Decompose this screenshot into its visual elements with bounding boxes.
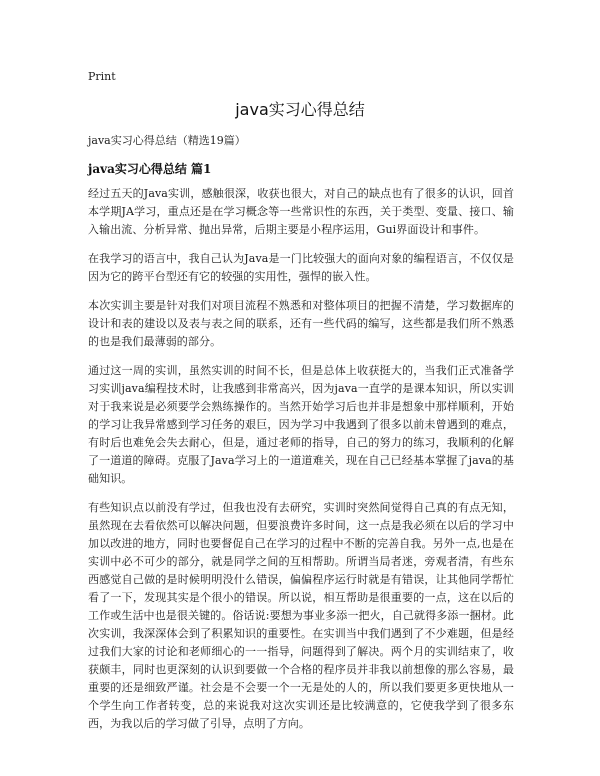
page-title: java实习心得总结 [235,100,365,119]
paragraph-3: 本次实训主要是针对我们对项目流程不熟悉和对整体项目的把握不清楚，学习数据库的设计和表的建设以及表与表之间的联系，还有一些代码的编写，这些都是我们所不熟悉的也是我们最薄弱的部分。 [88,299,514,348]
article-body [88,185,514,744]
print-label[interactable]: Print [88,70,116,83]
paragraph-4: 通过这一周的实训，虽然实训的时间不长，但是总体上收获挺大的，当我们正式准备学习实训java编程技术时，让我感到非常高兴，因为java一直学的是课本知识，所以实训对于我来说是必须要学会熟练操作的。当然开始学习后也并非是想象中那样顺利，开始的学习让我异常感到学习任务的艰巨，因为学习中我遇到了很多以前未曾遇到的难点，有时后也难免会失去耐心，但是，通过老师的指导，自己的努力的练习，我顺利的化解了一道道的障碍。克服了Java学习上的一道道难关，现在自己已经基本掌握了java的基础知识。 [88,364,514,485]
paragraph-1: 经过五天的Java实训，感触很深，收获也很大，对自己的缺点也有了很多的认识，回首本学期JA学习，重点还是在学习概念等一些常识性的东西，关于类型、变量、接口、输入输出流、分析异常、抛出异常，后期主要是小程序运用，Gui界面设计和事件。 [88,187,514,236]
paragraph-5: 有些知识点以前没有学过，但我也没有去研究，实训时突然间觉得自己真的有点无知，虽然现在去看依然可以解决问题，但要浪费许多时间，这一点是我必须在以后的学习中加以改进的地方，同时也要督促自己在学习的过程中不断的完善自我。另外一点,也是在实训中必不可少的部分，就是同学之间的互相帮助。所谓当局者迷，旁观者清，有些东西感觉自己做的是时候明明没什么错误，偏偏程序运行时就是有错误，让其他同学帮忙看了一下，发现其实是个很小的错误。所以说，相互帮助是很重要的一点，这在以后的工作或生活中也是很关键的。俗话说:要想为事业多添一把火，自己就得多添一捆材。此次实训，我深深体会到了积累知识的重要性。在实训当中我们遇到了不少难题，但是经过我们大家的讨论和老师细心的一一指导，问题得到了解决。两个月的实训结束了，收获颇丰，同时也更深刻的认识到要做一个合格的程序员并非我以前想像的那么容易，最重要的还是细致严谨。社会是不会要一个一无是处的人的，所以我们要更多更快地从一个学生向工作者转变，总的来说我对这次实训还是比较满意的，它使我学到了很多东西，为我以后的学习做了引导，点明了方向。 [88,501,514,730]
section-heading: java实习心得总结 篇1 [88,162,212,176]
document-subtitle: java实习心得总结（精选19篇） [88,134,246,147]
paragraph-2: 在我学习的语言中，我自己认为Java是一门比较强大的面向对象的编程语言，不仅仅是因为它的跨平台型还有它的较强的实用性，强悍的嵌入性。 [88,252,514,283]
